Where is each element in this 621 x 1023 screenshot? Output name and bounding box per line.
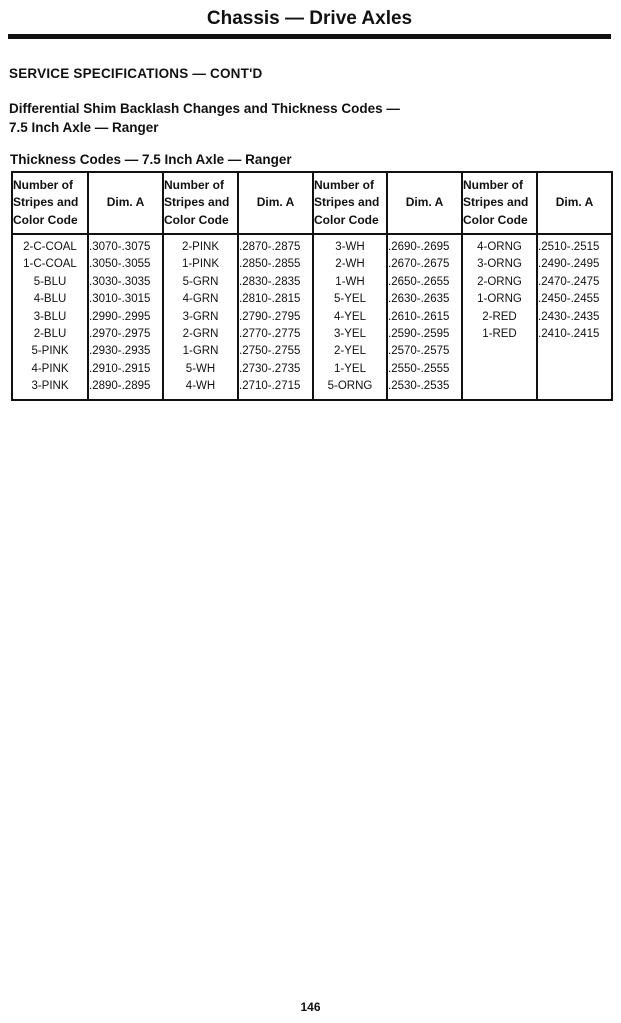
dimension-cell: .2850-.2855 xyxy=(239,258,301,271)
dim-column-4 xyxy=(537,234,612,400)
dimension-cell: .2990-.2995 xyxy=(89,310,151,323)
page-title: Chassis — Drive Axles xyxy=(206,8,413,29)
color-code-cell: 1-ORNG xyxy=(477,293,522,306)
color-code-cell: 5-WH xyxy=(185,362,216,375)
header-code-col-1 xyxy=(12,172,88,234)
table-title: Thickness Codes — 7.5 Inch Axle — Ranger xyxy=(10,152,292,167)
dimension-cell: .2870-.2875 xyxy=(239,241,301,253)
color-code-cell: 2-C-COAL xyxy=(23,241,77,253)
dimension-cell: .2930-.2935 xyxy=(89,345,151,358)
header-dim-col-3: Dim. A xyxy=(387,172,462,234)
header-dim-col-4: Dim. A xyxy=(537,172,612,234)
dimension-cell: .2590-.2595 xyxy=(388,328,450,341)
header-dim-col-1: Dim. A xyxy=(88,172,163,234)
dimension-cell: .2790-.2795 xyxy=(239,310,301,323)
header-code-line: Color Code xyxy=(164,212,229,227)
header-code-line: Stripes and xyxy=(13,195,79,210)
dimension-cell: .2770-.2775 xyxy=(239,328,301,341)
color-code-cell: 2-ORNG xyxy=(477,275,522,288)
header-code-col-3 xyxy=(313,172,387,234)
color-code-cell: 1-WH xyxy=(335,275,365,288)
color-code-cell: 3-GRN xyxy=(182,310,219,323)
color-code-cell: 5-BLU xyxy=(33,275,67,288)
dimension-cell: .2710-.2715 xyxy=(239,380,301,393)
color-code-cell: 4-WH xyxy=(185,380,216,393)
table-header-row xyxy=(12,172,612,234)
dimension-cell: .2970-.2975 xyxy=(89,328,151,341)
header-rule xyxy=(8,34,611,39)
subtitle xyxy=(9,99,400,137)
color-code-cell: 3-WH xyxy=(335,241,365,253)
thickness-codes-table xyxy=(11,171,613,401)
color-code-cell: 2-BLU xyxy=(33,328,67,341)
dimension-cell: .2810-.2815 xyxy=(239,293,301,306)
color-code-cell: 1-GRN xyxy=(182,345,219,358)
dimension-cell: .3010-.3015 xyxy=(89,293,151,306)
color-code-cell: 4-BLU xyxy=(33,293,67,306)
color-code-cell: 5-PINK xyxy=(31,345,69,358)
dim-column-3 xyxy=(387,234,462,400)
section-title: SERVICE SPECIFICATIONS — CONT'D xyxy=(9,66,263,81)
header-code-col-4 xyxy=(462,172,537,234)
header-dim-col-2: Dim. A xyxy=(238,172,313,234)
color-code-cell: 2-PINK xyxy=(181,241,220,253)
dimension-cell: .2650-.2655 xyxy=(388,275,450,288)
color-code-cell: 4-YEL xyxy=(334,310,366,323)
dimension-cell: .2570-.2575 xyxy=(388,345,450,358)
dimension-cell: .2450-.2455 xyxy=(538,293,600,306)
subtitle-line-1: Differential Shim Backlash Changes and Thickness Codes — xyxy=(9,101,400,116)
dimension-cell: .2690-.2695 xyxy=(388,241,450,253)
dim-column-1 xyxy=(88,234,163,400)
page-number: 146 xyxy=(300,1000,321,1014)
color-code-cell: 2-RED xyxy=(482,310,517,323)
dimension-cell: .3050-.3055 xyxy=(89,258,151,271)
header-code-line: Color Code xyxy=(13,212,78,227)
dimension-cell: .2670-.2675 xyxy=(388,258,450,271)
color-code-cell: 2-WH xyxy=(335,258,365,271)
header-code-line: Color Code xyxy=(314,212,379,227)
dimension-cell: .2610-.2615 xyxy=(388,310,450,323)
dimension-cell: .2730-.2735 xyxy=(239,362,301,375)
color-code-cell: 4-PINK xyxy=(31,362,69,375)
dimension-cell: .2630-.2635 xyxy=(388,293,450,306)
color-code-cell: 5-ORNG xyxy=(327,380,373,393)
header-code-line: Number of xyxy=(463,177,523,192)
header-code-line: Number of xyxy=(164,177,224,192)
color-code-cell: 1-RED xyxy=(482,328,517,341)
dimension-cell: .2830-.2835 xyxy=(239,275,301,288)
table-row xyxy=(12,234,612,400)
dimension-cell: .2510-.2515 xyxy=(538,241,600,253)
color-code-cell: 3-PINK xyxy=(31,380,69,393)
header-code-line: Number of xyxy=(314,177,374,192)
dimension-cell: .3070-.3075 xyxy=(89,241,151,253)
dimension-cell: .2490-.2495 xyxy=(538,258,600,271)
header-code-line: Number of xyxy=(13,177,73,192)
dimension-cell: .2550-.2555 xyxy=(388,362,450,375)
dimension-cell: .2430-.2435 xyxy=(538,310,600,323)
color-code-cell: 5-YEL xyxy=(334,293,366,306)
header-code-line: Color Code xyxy=(463,212,528,227)
subtitle-line-2: 7.5 Inch Axle — Ranger xyxy=(9,120,159,135)
dimension-cell: .2750-.2755 xyxy=(239,345,301,358)
header-code-line: Stripes and xyxy=(463,195,529,210)
code-column-2 xyxy=(163,234,238,400)
header-code-line: Stripes and xyxy=(164,195,230,210)
color-code-cell: 4-ORNG xyxy=(477,241,522,253)
color-code-cell: 3-YEL xyxy=(334,328,366,341)
dimension-cell: .2910-.2915 xyxy=(89,362,151,375)
dimension-cell: .2530-.2535 xyxy=(388,380,450,393)
color-code-cell: 1-C-COAL xyxy=(23,258,77,271)
color-code-cell: 4-GRN xyxy=(182,293,219,306)
color-code-cell: 3-BLU xyxy=(33,310,67,323)
dimension-cell: .2470-.2475 xyxy=(538,275,600,288)
dimension-cell: .3030-.3035 xyxy=(89,275,151,288)
dimension-cell: .2890-.2895 xyxy=(89,380,151,393)
color-code-cell: 1-PINK xyxy=(181,258,220,271)
color-code-cell: 3-ORNG xyxy=(477,258,522,271)
code-column-3 xyxy=(313,234,387,400)
dim-column-2 xyxy=(238,234,313,400)
color-code-cell: 2-YEL xyxy=(334,345,366,358)
header-code-line: Stripes and xyxy=(314,195,380,210)
header-code-col-2 xyxy=(163,172,238,234)
code-column-4 xyxy=(462,234,537,400)
color-code-cell: 2-GRN xyxy=(182,328,219,341)
code-column-1 xyxy=(12,234,88,400)
color-code-cell: 1-YEL xyxy=(334,362,366,375)
color-code-cell: 5-GRN xyxy=(182,275,219,288)
dimension-cell: .2410-.2415 xyxy=(538,328,600,341)
